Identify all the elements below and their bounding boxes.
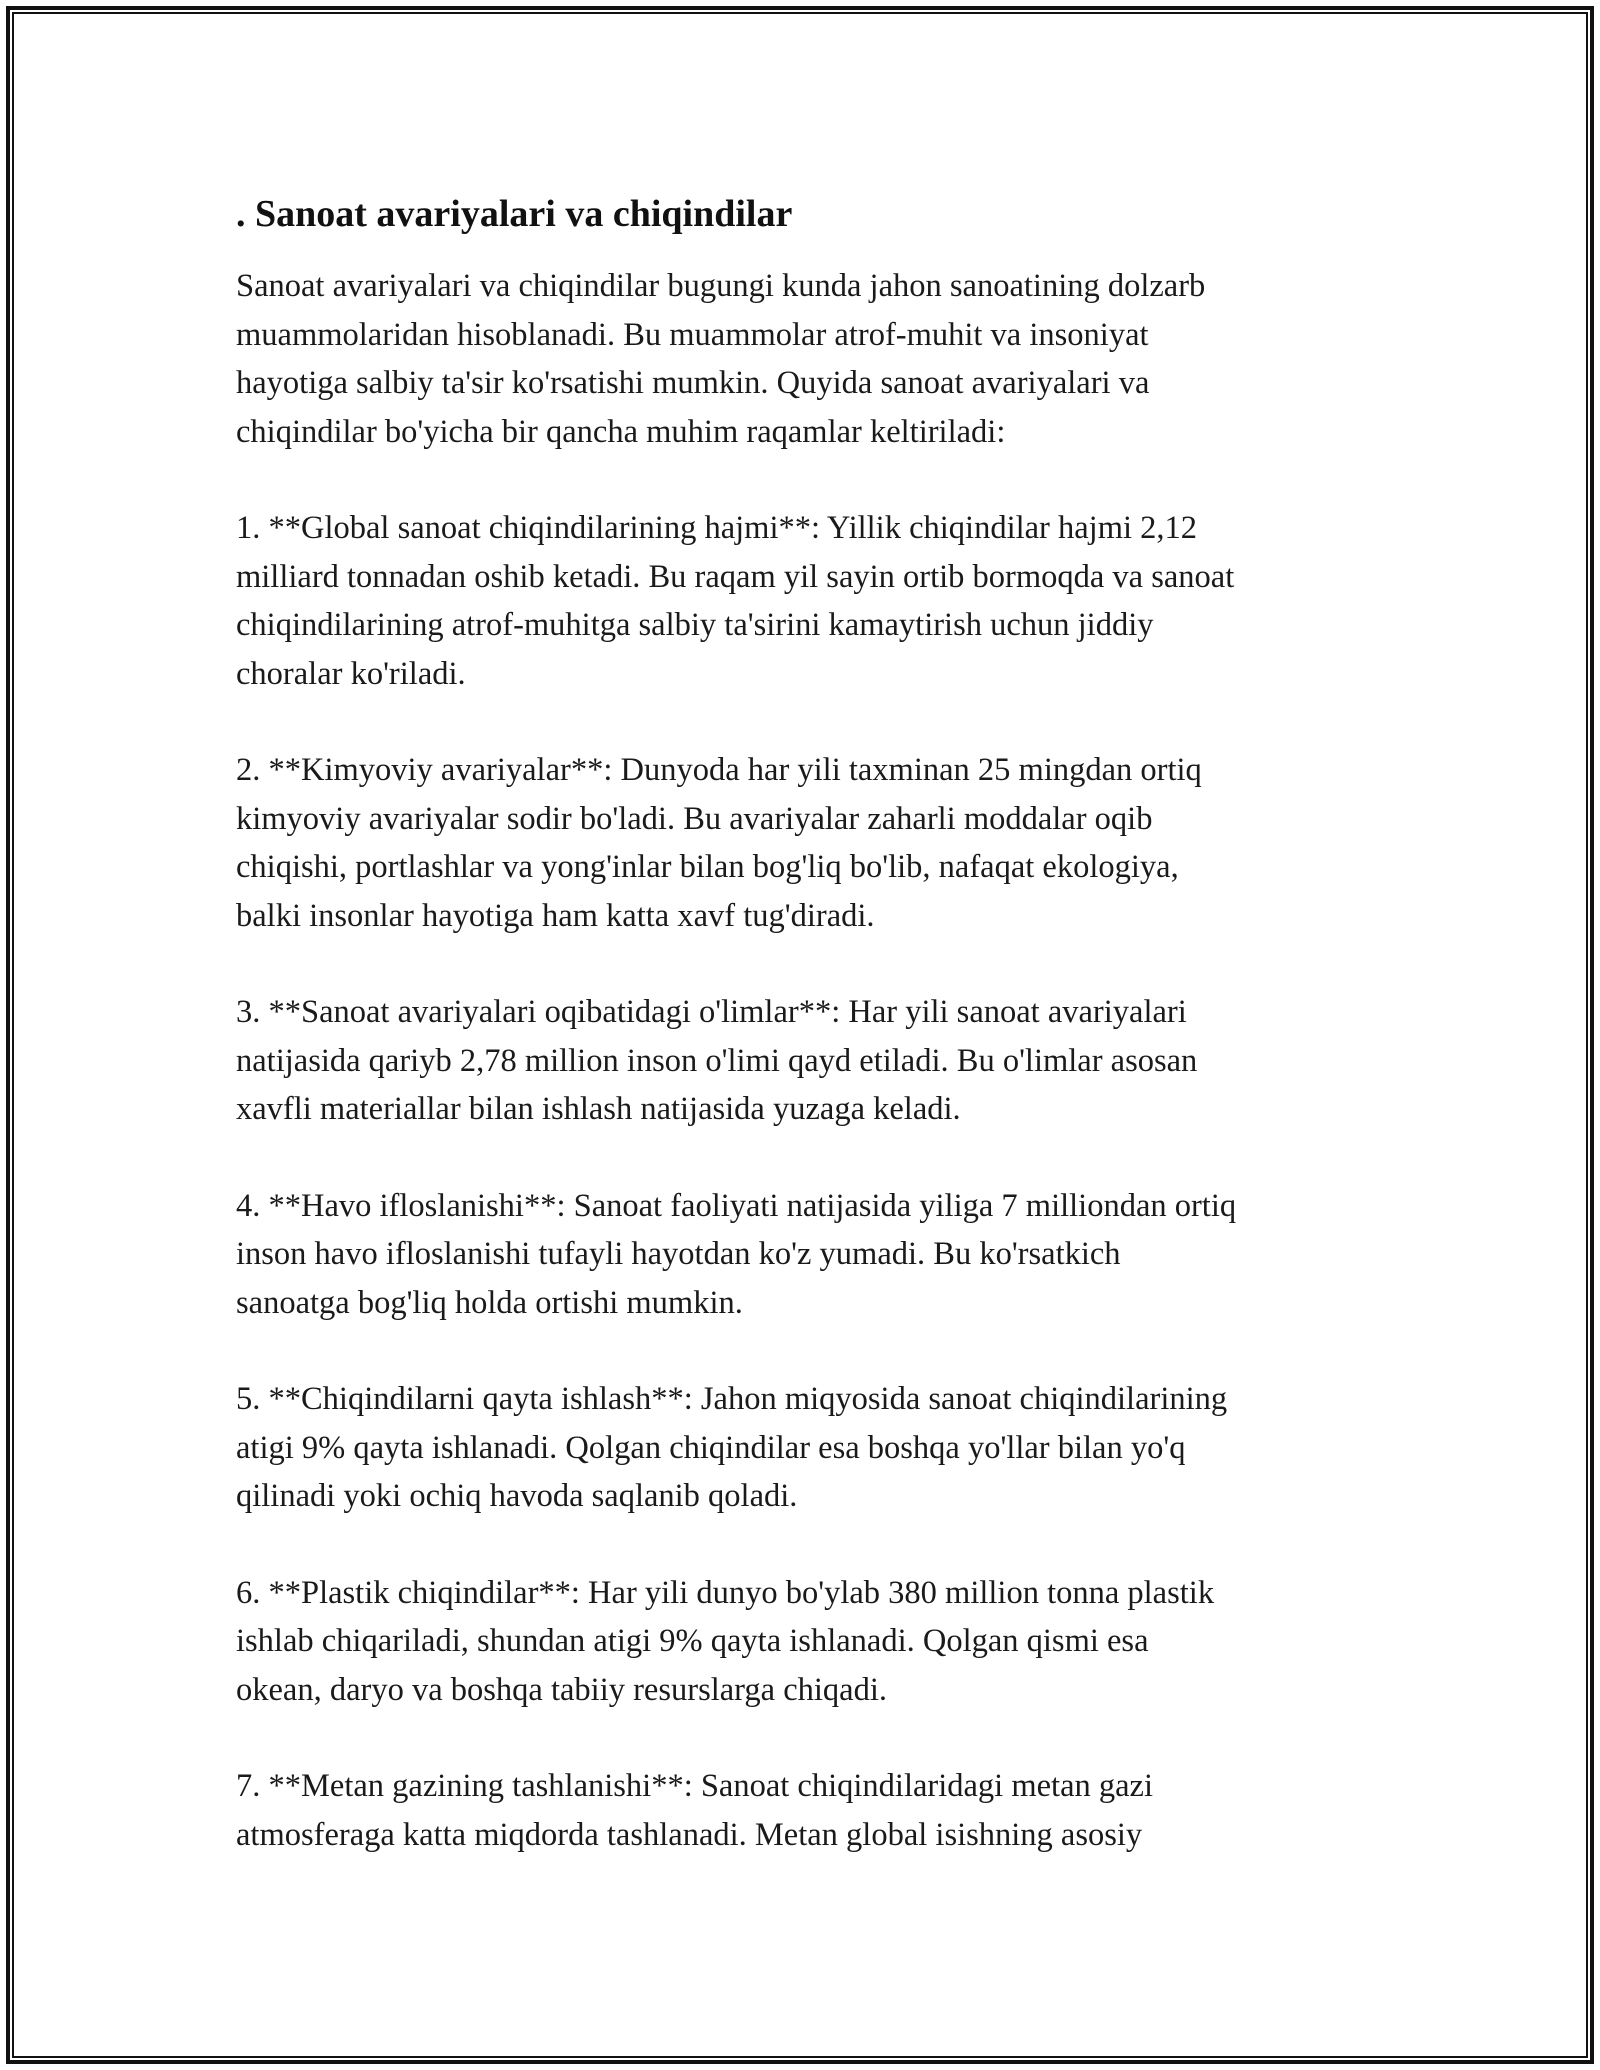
list-item-1: 1. **Global sanoat chiqindilarining hajmi**: Yillik chiqindilar hajmi 2,12 milliard tonnadan oshib ketadi. Bu raqam yil sayin ortib bormoqda va sanoat chiqindilarining atrof-muhitga salbiy ta'sirini kamaytirish uchun jiddiy choralar ko'riladi. [236,510,1235,692]
list-item-4: 4. **Havo ifloslanishi**: Sanoat faoliyati natijasida yiliga 7 milliondan ortiq inson havo ifloslanishi tufayli hayotdan ko'z yumadi. Bu ko'rsatkich sanoatga bog'liq holda ortishi mumkin. [236,1187,1237,1321]
list-item-6: 6. **Plastik chiqindilar**: Har yili dunyo bo'ylab 380 million tonna plastik ishlab chiqariladi, shundan atigi 9% qayta ishlanadi. Qolgan qismi esa okean, daryo va boshqa tabiiy resurslarga chiqadi. [236,1574,1215,1708]
list-item-5: 5. **Chiqindilarni qayta ishlash**: Jahon miqyosida sanoat chiqindilarining atigi 9% qayta ishlanadi. Qolgan chiqindilar esa boshqa yo'llar bilan yo'q qilinadi yoki ochiq havoda saqlanib qoladi. [236,1381,1228,1514]
list-item-7: 7. **Metan gazining tashlanishi**: Sanoat chiqindilaridagi metan gazi atmosferaga katta miqdorda tashlanadi. Metan global isishning asosiy [236,1768,1153,1853]
document-title: . Sanoat avariyalari va chiqindilar [236,193,793,235]
list-item-2: 2. **Kimyoviy avariyalar**: Dunyoda har yili taxminan 25 mingdan ortiq kimyoviy avariyalar sodir bo'ladi. Bu avariyalar zaharli moddalar oqib chiqishi, portlashlar va yong'inlar bilan bog'liq bo'lib, nafaqat ekologiya, balki insonlar hayotiga ham katta xavf tug'diradi. [236,752,1202,934]
intro-paragraph: Sanoat avariyalari va chiqindilar bugungi kunda jahon sanoatining dolzarb muammolaridan hisoblanadi. Bu muammolar atrof-muhit va insoniyat hayotiga salbiy ta'sir ko'rsatishi mumkin. Quyida sanoat avariyalari va chiqindilar bo'yicha bir qancha muhim raqamlar keltiriladi: [236,268,1206,450]
list-item-3: 3. **Sanoat avariyalari oqibatidagi o'limlar**: Har yili sanoat avariyalari natijasida qariyb 2,78 million inson o'limi qayd etiladi. Bu o'limlar asosan xavfli materiallar bilan ishlash natijasida yuzaga keladi. [236,994,1198,1127]
document-body [236,188,1376,1907]
